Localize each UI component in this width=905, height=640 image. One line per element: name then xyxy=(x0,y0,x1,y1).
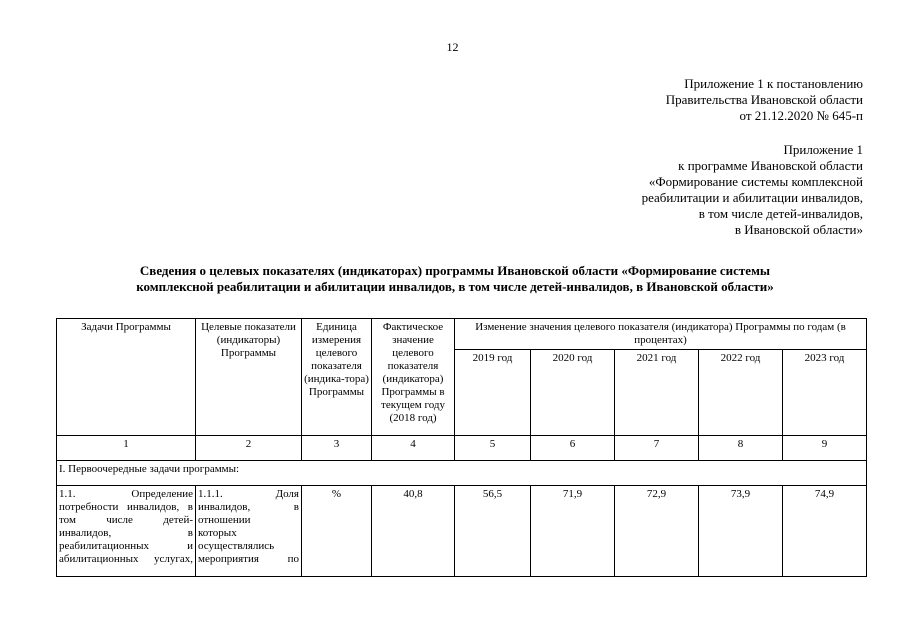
value-cell: 72,9 xyxy=(615,486,699,577)
indicator-line: отношении xyxy=(198,514,251,526)
header-change-group: Изменение значения целевого показателя (индикатора) Программы по годам (в процентах) xyxy=(455,319,867,350)
indicator-line: которых xyxy=(198,527,237,539)
task-line: инвалидов, в xyxy=(59,527,193,539)
task-line: реабилитационных и xyxy=(59,540,193,552)
header-unit: Единица измерения целевого показателя (индика-тора) Программы xyxy=(302,319,372,436)
column-number: 2 xyxy=(196,436,302,461)
appendix-line: в Ивановской области» xyxy=(734,222,863,237)
appendix-line: к программе Ивановской области xyxy=(678,158,863,173)
indicator-cell xyxy=(196,486,302,577)
indicator-line: инвалидов, в xyxy=(198,501,299,513)
appendix-to-resolution xyxy=(666,76,863,124)
title-line: Сведения о целевых показателях (индикаторах) программы Ивановской области «Формирование системы xyxy=(139,263,771,278)
document-title xyxy=(60,263,850,295)
table-row xyxy=(57,486,867,577)
value-cell: 74,9 xyxy=(783,486,867,577)
value-cell: 73,9 xyxy=(699,486,783,577)
column-number: 1 xyxy=(57,436,196,461)
appendix-line: от 21.12.2020 № 645-п xyxy=(739,108,863,123)
indicator-line: 1.1.1. Доля xyxy=(198,488,299,500)
column-number: 5 xyxy=(455,436,531,461)
column-number: 9 xyxy=(783,436,867,461)
task-cell xyxy=(57,486,196,577)
appendix-line: Приложение 1 к постановлению xyxy=(684,76,863,91)
header-row xyxy=(57,319,867,350)
header-year: 2019 год xyxy=(455,350,531,436)
column-number: 6 xyxy=(531,436,615,461)
task-line: 1.1. Определение xyxy=(59,488,193,500)
appendix-line: «Формирование системы комплексной xyxy=(648,174,863,189)
appendix-line: в том числе детей-инвалидов, xyxy=(698,206,863,221)
header-fact: Фактическое значение целевого показателя (индикатора) Программы в текущем году (2018 год) xyxy=(372,319,455,436)
header-year: 2022 год xyxy=(699,350,783,436)
task-line: потребности инвалидов, в xyxy=(59,501,193,513)
title-line: комплексной реабилитации и абилитации инвалидов, в том числе детей-инвалидов, в Ивановской области» xyxy=(136,279,774,294)
column-number: 7 xyxy=(615,436,699,461)
appendix-line: Правительства Ивановской области xyxy=(665,92,863,107)
page-number: 12 xyxy=(446,40,459,54)
appendix-to-program xyxy=(642,142,863,238)
unit-cell: % xyxy=(302,486,372,577)
column-numbers-row xyxy=(57,436,867,461)
indicator-line: осуществлялись xyxy=(198,540,275,552)
header-tasks: Задачи Программы xyxy=(57,319,196,436)
header-year: 2020 год xyxy=(531,350,615,436)
column-number: 4 xyxy=(372,436,455,461)
header-year: 2021 год xyxy=(615,350,699,436)
indicators-table xyxy=(56,318,867,577)
value-cell: 56,5 xyxy=(455,486,531,577)
column-number: 8 xyxy=(699,436,783,461)
appendix-line: реабилитации и абилитации инвалидов, xyxy=(641,190,863,205)
section-title: I. Первоочередные задачи программы: xyxy=(57,461,867,486)
task-line: абилитационных услугах, xyxy=(59,553,193,565)
header-indicators: Целевые показатели (индикаторы) Программы xyxy=(196,319,302,436)
value-cell: 71,9 xyxy=(531,486,615,577)
task-line: том числе детей- xyxy=(59,514,193,526)
indicator-line: мероприятия по xyxy=(198,553,299,565)
fact-cell: 40,8 xyxy=(372,486,455,577)
appendix-line: Приложение 1 xyxy=(783,142,863,157)
section-row xyxy=(57,461,867,486)
column-number: 3 xyxy=(302,436,372,461)
header-year: 2023 год xyxy=(783,350,867,436)
